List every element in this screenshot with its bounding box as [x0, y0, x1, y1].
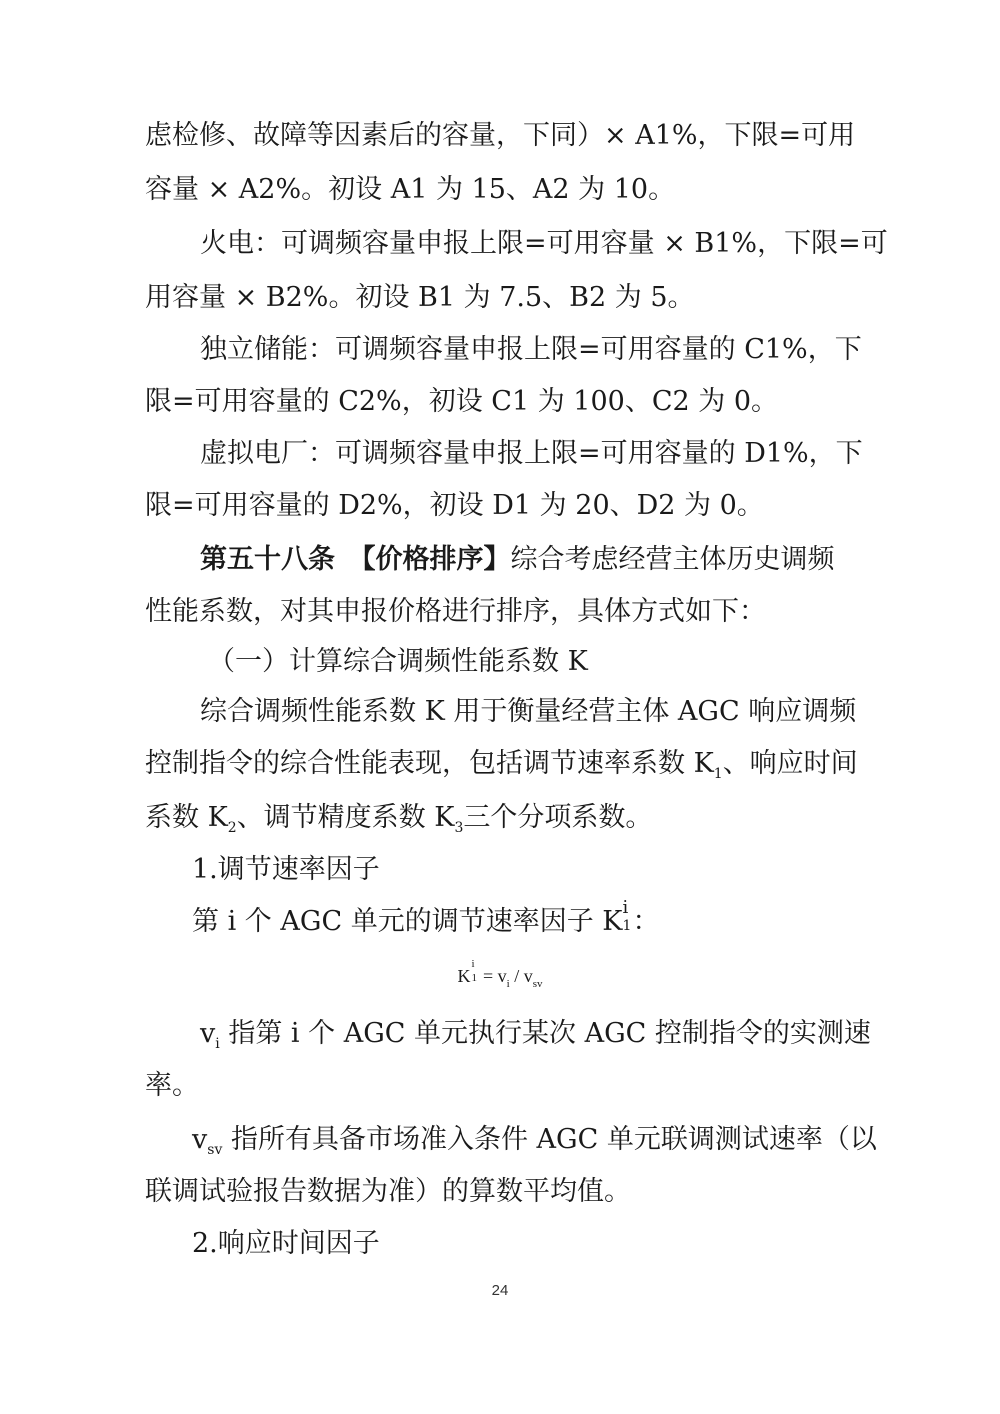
superscript: i [622, 897, 629, 918]
formula-eq: = v [478, 966, 507, 986]
subscript: 1 [622, 918, 632, 934]
paragraph-line [200, 1016, 871, 1056]
formula-slash: / v [509, 966, 533, 986]
subsection-heading: 1.调节速率因子 [192, 854, 380, 885]
paragraph-line: 限=可用容量的 D2%，初设 D1 为 20、D2 为 0。 [145, 490, 764, 521]
paragraph-line: 性能系数，对其申报价格进行排序，具体方式如下： [145, 596, 766, 627]
article-text: 综合考虑经营主体历史调频 [510, 544, 835, 575]
text-span: 指所有具备市场准入条件 AGC 单元联调测试速率（以 [222, 1124, 877, 1155]
paragraph-line: 独立储能：可调频容量申报上限=可用容量的 C1%，下 [200, 334, 862, 365]
paragraph-line: 率。 [145, 1070, 199, 1101]
subscript: i [215, 1036, 220, 1052]
formula-k: K [457, 966, 471, 986]
text-span: 控制指令的综合性能表现，包括调节速率系数 K [145, 748, 714, 779]
paragraph-line [145, 746, 858, 786]
page-number: 24 [491, 1282, 509, 1299]
text-span: 第 i 个 AGC 单元的调节速率因子 K [192, 906, 623, 937]
formula-sub: i [506, 978, 510, 990]
paragraph-line: 用容量 × B2%。初设 B1 为 7.5、B2 为 5。 [145, 282, 695, 313]
article-title: 第五十八条 【价格排序】 [200, 544, 511, 575]
text-span: 、调节精度系数 K [236, 802, 455, 833]
paragraph-line: 综合调频性能系数 K 用于衡量经营主体 AGC 响应调频 [200, 696, 857, 727]
text-span: 指第 i 个 AGC 单元执行某次 AGC 控制指令的实测速 [219, 1018, 871, 1049]
formula [0, 958, 1000, 990]
text-span: 三个分项系数。 [463, 802, 653, 833]
paragraph-line [145, 800, 845, 840]
text-span: 系数 K [145, 802, 228, 833]
section-heading: （一）计算综合调频性能系数 K [208, 646, 588, 677]
article-heading-line [200, 542, 840, 578]
formula-sub: sv [532, 978, 543, 990]
paragraph-line [192, 897, 892, 940]
text-span: v [200, 1018, 216, 1049]
paragraph-line [192, 1122, 877, 1162]
formula-sup: i [471, 958, 475, 970]
text-span: ： [632, 906, 660, 937]
subscript: sv [207, 1142, 223, 1158]
subsection-heading: 2.响应时间因子 [192, 1228, 380, 1259]
formula-sub: 1 [471, 972, 477, 984]
paragraph-line: 容量 × A2%。初设 A1 为 15、A2 为 10。 [145, 174, 676, 205]
paragraph-line: 联调试验报告数据为准）的算数平均值。 [145, 1176, 631, 1207]
subscript: 1 [713, 766, 723, 782]
paragraph-line: 火电：可调频容量申报上限=可用容量 × B1%，下限=可 [200, 228, 888, 259]
text-span: 、响应时间 [722, 748, 858, 779]
subscript: 3 [454, 820, 464, 836]
text-span: v [192, 1124, 208, 1155]
paragraph-line: 限=可用容量的 C2%，初设 C1 为 100、C2 为 0。 [145, 386, 778, 417]
paragraph-line: 虑检修、故障等因素后的容量，下同）× A1%，下限=可用 [145, 120, 856, 151]
subscript: 2 [227, 820, 237, 836]
paragraph-line: 虚拟电厂：可调频容量申报上限=可用容量的 D1%，下 [200, 438, 863, 469]
